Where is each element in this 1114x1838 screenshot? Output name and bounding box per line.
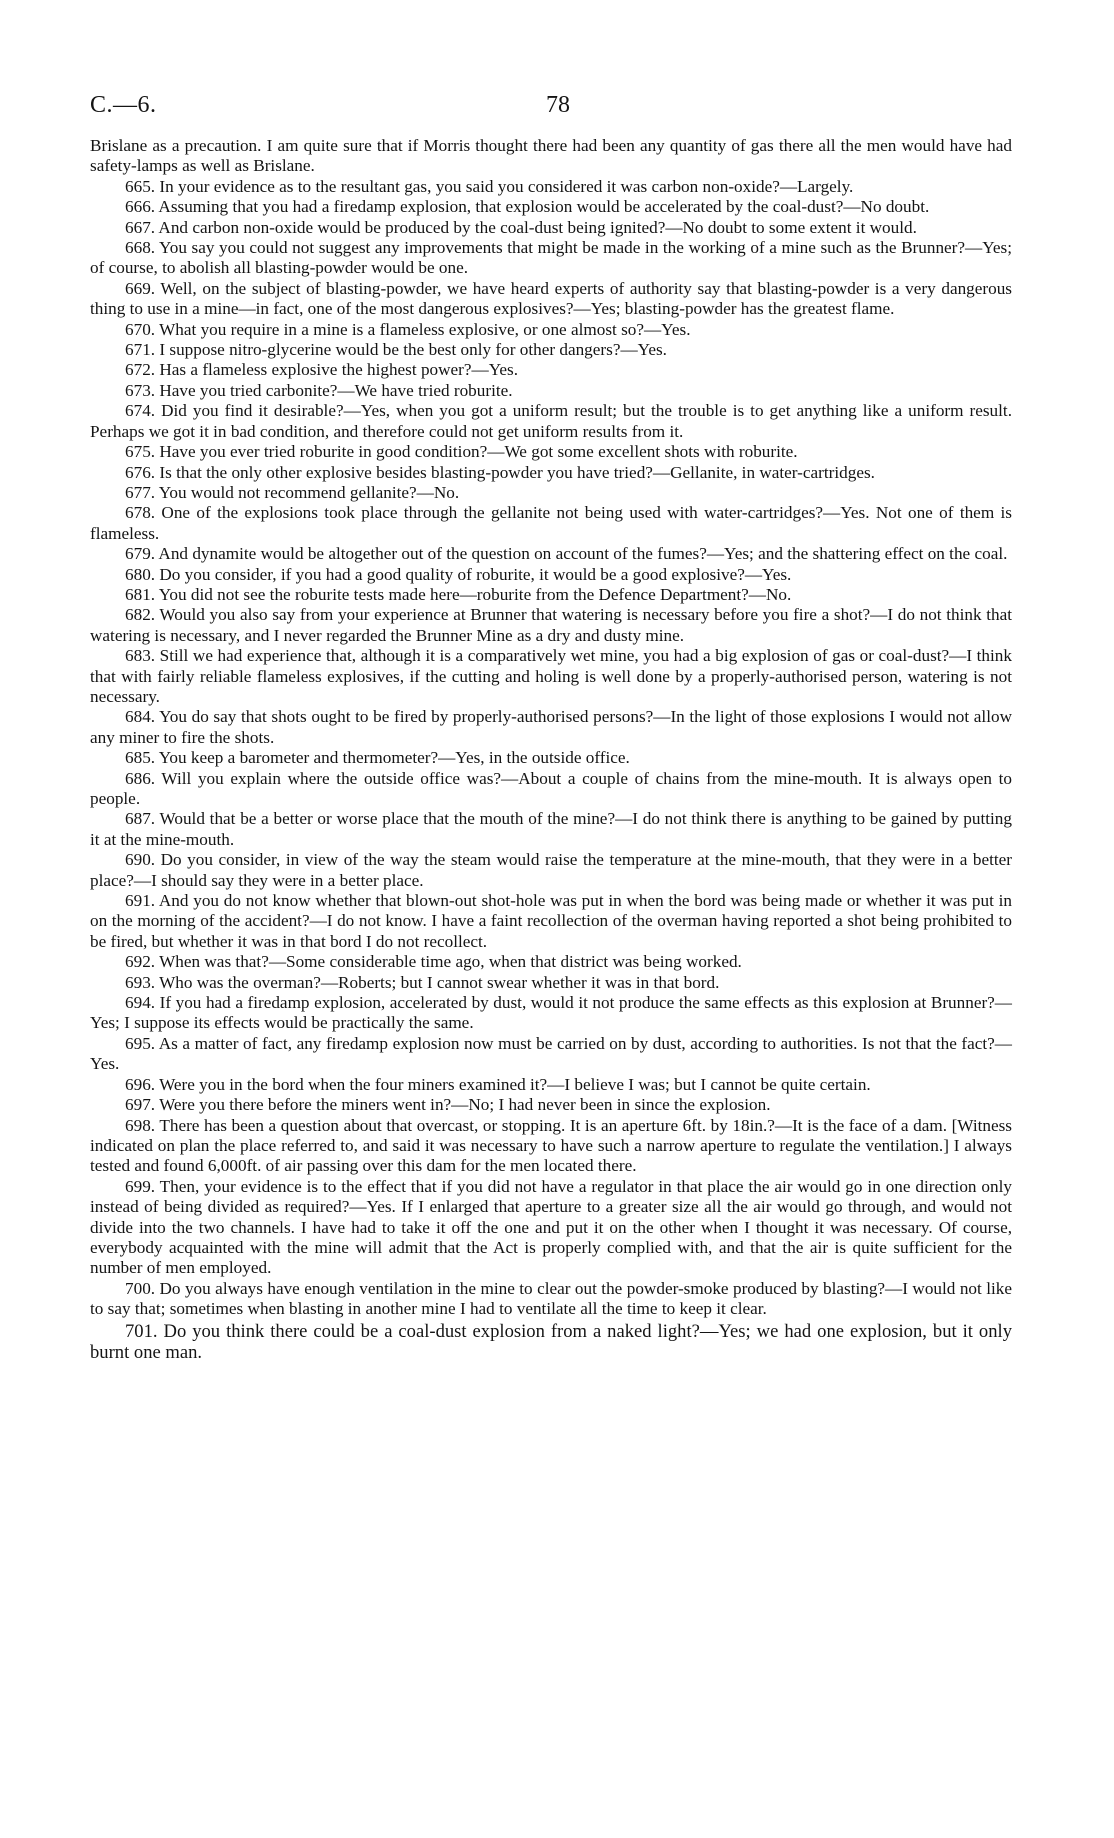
question-699: 699. Then, your evidence is to the effect that if you did not have a regulator in that place the air would go in one direction only instead of being divided as required?—Yes. If I enlarged that aperture to a greater size all the air would go through, and would not divide into the two channels. I have had to take it off the one and put it on the other when I thought it was necessary. Of course, everybody acquainted with the mine will admit that the Act is properly complied with, and that the air is quite sufficient for the number of men employed.: [90, 1176, 1012, 1278]
question-695: 695. As a matter of fact, any firedamp explosion now must be carried on by dust, according to authorities. Is not that the fact?—Yes.: [90, 1033, 1012, 1074]
question-674: 674. Did you find it desirable?—Yes, when you got a uniform result; but the trouble is to get anything like a uniform result. Perhaps we got it in bad condition, and therefore could not get uniform results from it.: [90, 401, 1012, 441]
question-683: 683. Still we had experience that, although it is a comparatively wet mine, you had a big explosion of gas or coal-dust?—I think that with fairly reliable flameless explosives, if the cutting and holing is well done by a properly-authorised person, watering is not necessary.: [90, 646, 1012, 706]
question-701: 701. Do you think there could be a coal-dust explosion from a naked light?—Yes; we had one explosion, but it only burnt one man.: [90, 1320, 1012, 1364]
question-670: 670. What you require in a mine is a flameless explosive, or one almost so?—Yes.: [125, 319, 691, 339]
question-678: 678. One of the explosions took place through the gellanite not being used with water-cartridges?—Yes. Not one of them is flameless.: [90, 503, 1012, 543]
question-675: 675. Have you ever tried roburite in good condition?—We got some excellent shots with roburite.: [125, 442, 798, 462]
question-685: 685. You keep a barometer and thermometer?—Yes, in the outside office.: [125, 748, 630, 768]
running-header: [90, 92, 1012, 136]
question-680: 680. Do you consider, if you had a good quality of roburite, it would be a good explosive?—Yes.: [125, 564, 792, 584]
question-665: 665. In your evidence as to the resultant gas, you said you considered it was carbon non-oxide?—Largely.: [125, 176, 854, 196]
question-691: 691. And you do not know whether that blown-out shot-hole was put in when the bord was being made or whether it was put in on the morning of the accident?—I do not know. I have a faint recollection of the overman having reported a shot being prohibited to be fired, but whether it was in that bord I do not recollect.: [90, 891, 1012, 951]
question-693: 693. Who was the overman?—Roberts; but I cannot swear whether it was in that bord.: [125, 972, 720, 992]
question-687: 687. Would that be a better or worse place that the mouth of the mine?—I do not think there is anything to be gained by putting it at the mine-mouth.: [90, 809, 1012, 849]
question-673: 673. Have you tried carbonite?—We have tried roburite.: [125, 380, 513, 400]
question-677: 677. You would not recommend gellanite?—No.: [125, 482, 460, 502]
question-696: 696. Were you in the bord when the four miners examined it?—I believe I was; but I cannot be quite certain.: [125, 1074, 871, 1094]
question-679: 679. And dynamite would be altogether out of the question on account of the fumes?—Yes; and the shattering effect on the coal.: [125, 544, 1008, 564]
document-code: C.—6.: [90, 92, 157, 118]
question-690: 690. Do you consider, in view of the way the steam would raise the temperature at the mine-mouth, that they were in a better place?—I should say they were in a better place.: [90, 850, 1012, 890]
question-681: 681. You did not see the roburite tests made here—roburite from the Defence Department?—No.: [125, 584, 792, 604]
question-698: 698. There has been a question about that overcast, or stopping. It is an aperture 6ft. by 18in.?—It is the face of a dam. [Witness indicated on plan the place referred to, and said it was necessary to have such a narrow aperture to regulate the ventilation.] I always tested and found 6,000ft. of air passing over this dam for the men located there.: [90, 1115, 1012, 1176]
evidence-text: [90, 136, 1012, 1364]
question-668: 668. You say you could not suggest any improvements that might be made in the working of a mine such as the Brunner?—Yes; of course, to abolish all blasting-powder would be one.: [90, 238, 1012, 278]
question-697: 697. Were you there before the miners went in?—No; I had never been in since the explosion.: [125, 1095, 771, 1115]
question-684: 684. You do say that shots ought to be fired by properly-authorised persons?—In the light of those explosions I would not allow any miner to fire the shots.: [90, 707, 1012, 747]
question-676: 676. Is that the only other explosive besides blasting-powder you have tried?—Gellanite, in water-cartridges.: [125, 462, 875, 482]
question-667: 667. And carbon non-oxide would be produced by the coal-dust being ignited?—No doubt to some extent it would.: [125, 217, 917, 237]
question-692: 692. When was that?—Some considerable time ago, when that district was being worked.: [125, 952, 742, 972]
question-700: 700. Do you always have enough ventilation in the mine to clear out the powder-smoke produced by blasting?—I would not like to say that; sometimes when blasting in another mine I had to ventilate all the time to keep it clear.: [90, 1278, 1012, 1319]
question-672: 672. Has a flameless explosive the highest power?—Yes.: [125, 360, 519, 380]
page-number: 78: [546, 92, 570, 118]
question-666: 666. Assuming that you had a firedamp explosion, that explosion would be accelerated by the coal-dust?—No doubt.: [125, 197, 930, 217]
question-694: 694. If you had a firedamp explosion, accelerated by dust, would it not produce the same effects as this explosion at Brunner?—Yes; I suppose its effects would be practically the same.: [90, 993, 1012, 1033]
paragraph-continuation: Brislane as a precaution. I am quite sure that if Morris thought there had been any quantity of gas there all the men would have had safety-lamps as well as Brislane.: [90, 136, 1012, 176]
question-686: 686. Will you explain where the outside office was?—About a couple of chains from the mine-mouth. It is always open to people.: [90, 768, 1012, 808]
question-669: 669. Well, on the subject of blasting-powder, we have heard experts of authority say that blasting-powder is a very dangerous thing to use in a mine—in fact, one of the most dangerous explosives?—Yes; blasting-powder has the greatest flame.: [90, 278, 1012, 319]
question-682: 682. Would you also say from your experience at Brunner that watering is necessary before you fire a shot?—I do not think that watering is necessary, and I never regarded the Brunner Mine as a dry and dusty mine.: [90, 605, 1012, 645]
document-page: [90, 92, 1012, 1364]
question-671: 671. I suppose nitro-glycerine would be the best only for other dangers?—Yes.: [125, 340, 667, 360]
